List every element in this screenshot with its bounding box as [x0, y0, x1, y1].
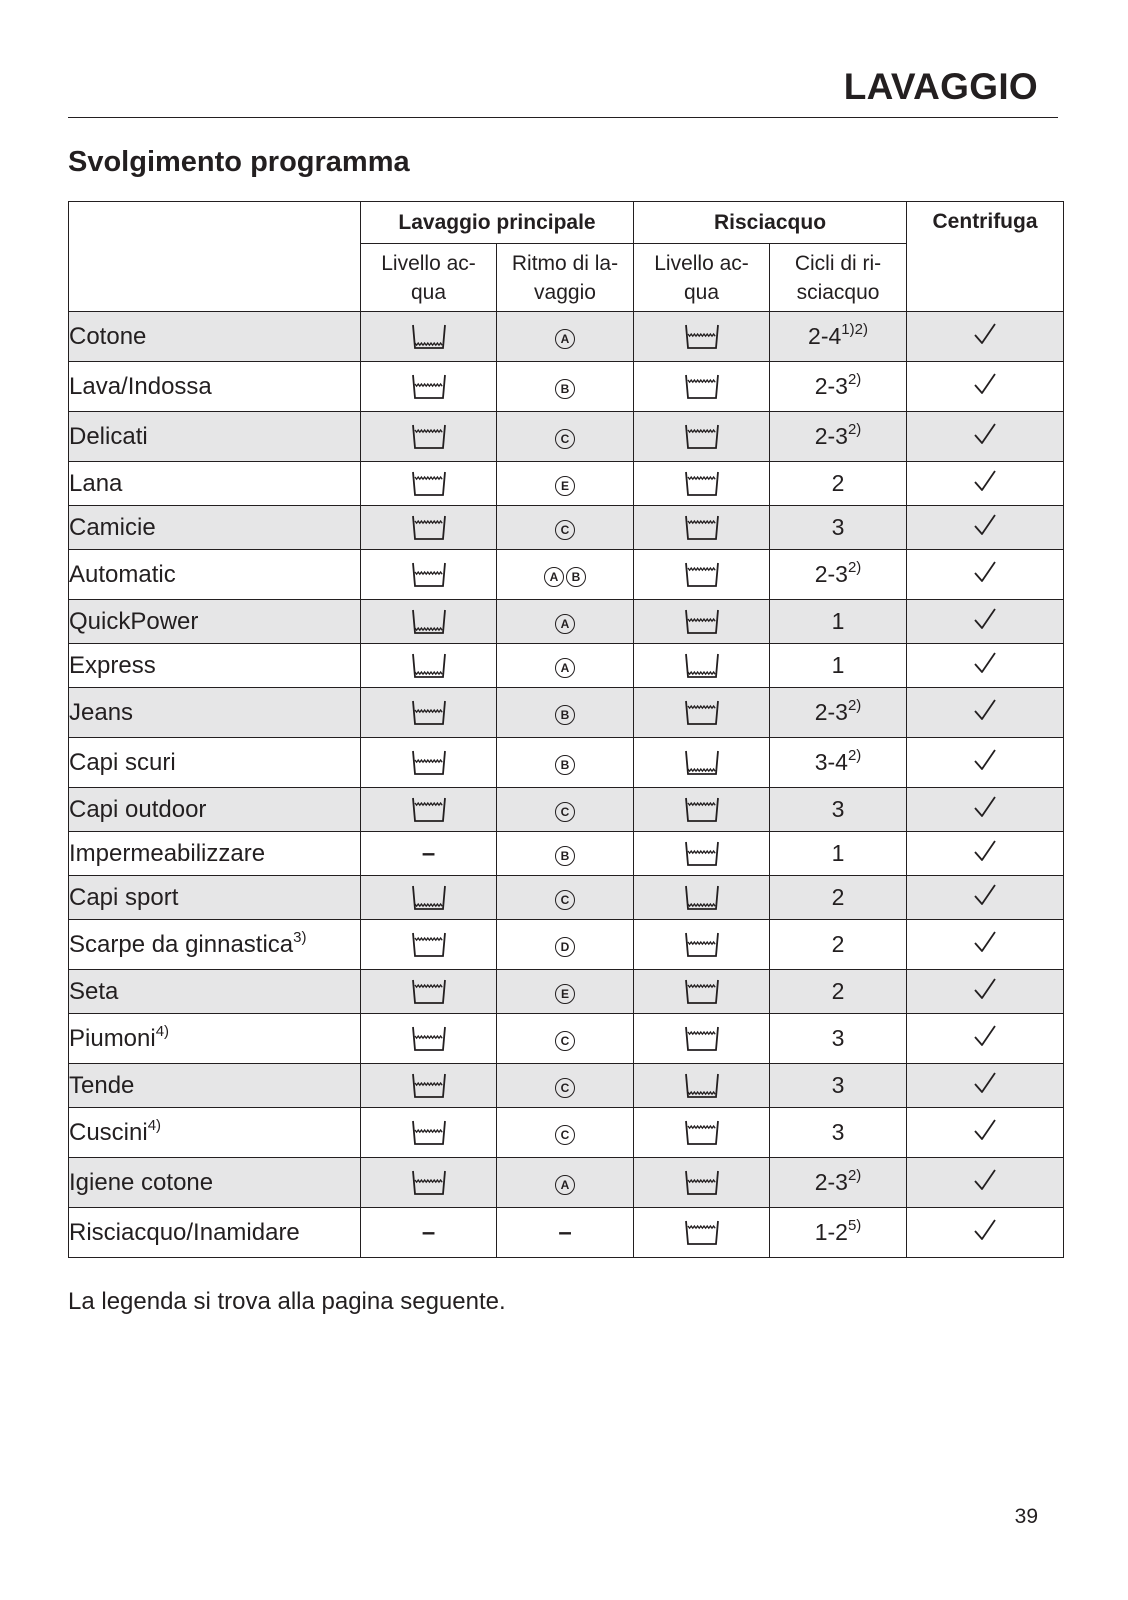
water-level-low-icon — [684, 653, 720, 679]
wash-rhythm — [497, 1158, 634, 1208]
rinse-water-level — [634, 738, 770, 788]
table-row — [69, 362, 1064, 412]
main-water-level — [361, 1108, 497, 1158]
water-level-high-icon — [684, 1220, 720, 1246]
program-name: Capi outdoor — [69, 788, 361, 832]
rhythm-b-icon: B — [555, 705, 575, 725]
spin — [907, 1158, 1064, 1208]
water-level-low-icon — [684, 1073, 720, 1099]
spin — [907, 688, 1064, 738]
main-water-level — [361, 600, 497, 644]
water-level-high-icon — [411, 932, 447, 958]
table-row — [69, 920, 1064, 970]
table-row — [69, 688, 1064, 738]
wash-rhythm — [497, 1064, 634, 1108]
table-row — [69, 970, 1064, 1014]
program-name: Piumoni$^{4)}$ — [69, 1014, 361, 1064]
wash-rhythm — [497, 832, 634, 876]
program-name: Impermeabilizzare — [69, 832, 361, 876]
water-level-high-icon — [411, 979, 447, 1005]
checkmark-icon — [973, 839, 997, 869]
checkmark-icon — [973, 1071, 997, 1101]
program-name: Risciacquo/Inamidare — [69, 1208, 361, 1258]
page-title: Svolgimento programma — [68, 146, 410, 178]
table-row — [69, 644, 1064, 688]
program-name: Capi scuri — [69, 738, 361, 788]
section-title: LAVAGGIO — [843, 66, 1038, 107]
water-level-high-icon — [684, 1026, 720, 1052]
checkmark-icon — [973, 930, 997, 960]
water-level-high-icon — [684, 797, 720, 823]
rinse-cycles: 2-3$^{2)}$ — [770, 688, 907, 738]
rhythm-a-icon: A — [555, 658, 575, 678]
spin — [907, 412, 1064, 462]
spin — [907, 832, 1064, 876]
main-water-level — [361, 688, 497, 738]
spin — [907, 1014, 1064, 1064]
wash-rhythm — [497, 362, 634, 412]
rinse-cycles: 2 — [770, 876, 907, 920]
table-row — [69, 550, 1064, 600]
spin-header: Centrifuga — [907, 202, 1064, 312]
main-wash-header: Lavaggio principale — [361, 202, 634, 244]
program-table — [68, 201, 1064, 1258]
spin — [907, 644, 1064, 688]
table-row — [69, 788, 1064, 832]
rinse-water-level — [634, 412, 770, 462]
table-row — [69, 412, 1064, 462]
water-level-medium-icon — [411, 700, 447, 726]
rinse-water-level — [634, 1208, 770, 1258]
wash-rhythm — [497, 738, 634, 788]
rhythm-c-icon: C — [555, 1078, 575, 1098]
table-row — [69, 876, 1064, 920]
main-water-level — [361, 644, 497, 688]
program-name: Cotone — [69, 312, 361, 362]
spin — [907, 312, 1064, 362]
main-water-level — [361, 876, 497, 920]
program-name: Tende — [69, 1064, 361, 1108]
rhythm-a-icon: A — [555, 1175, 575, 1195]
water-level-high-icon — [684, 979, 720, 1005]
water-level-low-icon — [684, 885, 720, 911]
table-row — [69, 462, 1064, 506]
program-name: Seta — [69, 970, 361, 1014]
water-level-high-icon — [684, 515, 720, 541]
checkmark-icon — [973, 513, 997, 543]
checkmark-icon — [973, 1218, 997, 1248]
checkmark-icon — [973, 977, 997, 1007]
water-level-low-icon — [411, 609, 447, 635]
rhythm-a-icon: A — [555, 614, 575, 634]
checkmark-icon — [973, 322, 997, 352]
rhythm-a-icon: A — [555, 329, 575, 349]
main-water-level — [361, 1158, 497, 1208]
water-level-high-icon — [411, 424, 447, 450]
water-level-high-icon — [684, 562, 720, 588]
rhythm-d-icon: D — [555, 937, 575, 957]
water-level-medium-icon — [411, 1073, 447, 1099]
water-level-medium-icon — [684, 324, 720, 350]
water-level-high-icon — [411, 471, 447, 497]
wash-rhythm — [497, 506, 634, 550]
rinse-cycles: 3 — [770, 1064, 907, 1108]
wash-rhythm — [497, 644, 634, 688]
water-level-high-icon — [684, 700, 720, 726]
rinse-cycles: 2-3$^{2)}$ — [770, 550, 907, 600]
water-level-medium-icon — [411, 374, 447, 400]
rinse-water-level — [634, 970, 770, 1014]
rinse-cycles: 1-2$^{5)}$ — [770, 1208, 907, 1258]
water-level-high-icon — [684, 374, 720, 400]
wash-rhythm — [497, 412, 634, 462]
spin — [907, 920, 1064, 970]
spin — [907, 600, 1064, 644]
program-name: Jeans — [69, 688, 361, 738]
program-name: Igiene cotone — [69, 1158, 361, 1208]
main-water-level — [361, 1064, 497, 1108]
wash-rhythm — [497, 1014, 634, 1064]
checkmark-icon — [973, 651, 997, 681]
rinse-cycles: 3 — [770, 506, 907, 550]
program-name: Automatic — [69, 550, 361, 600]
water-level-medium-icon — [411, 562, 447, 588]
wash-rhythm — [497, 788, 634, 832]
spin — [907, 876, 1064, 920]
checkmark-icon — [973, 560, 997, 590]
rhythm-b-icon: B — [566, 567, 586, 587]
water-level-medium-icon — [411, 1026, 447, 1052]
program-name: Scarpe da ginnastica$^{3)}$ — [69, 920, 361, 970]
water-level-medium-icon — [684, 609, 720, 635]
main-water-level — [361, 1014, 497, 1064]
rinse-water-level — [634, 312, 770, 362]
wash-rhythm — [497, 462, 634, 506]
main-water-level — [361, 738, 497, 788]
table-row — [69, 738, 1064, 788]
not-applicable-dash: – — [421, 1218, 436, 1246]
rinse-cycles: 2 — [770, 462, 907, 506]
water-level-low-icon — [411, 885, 447, 911]
rinse-cycles: 2 — [770, 970, 907, 1014]
table-row — [69, 1158, 1064, 1208]
water-level-medium-icon — [684, 932, 720, 958]
spin — [907, 1208, 1064, 1258]
program-name: Camicie — [69, 506, 361, 550]
table-row — [69, 312, 1064, 362]
table-row — [69, 832, 1064, 876]
rinse-cycles: 3 — [770, 1108, 907, 1158]
main-water-level — [361, 970, 497, 1014]
checkmark-icon — [973, 698, 997, 728]
rinse-water-level — [634, 832, 770, 876]
table-row — [69, 1064, 1064, 1108]
rhythm-c-icon: C — [555, 520, 575, 540]
spin — [907, 462, 1064, 506]
main-water-level — [361, 362, 497, 412]
not-applicable-dash: – — [421, 839, 436, 867]
water-level-medium-icon — [411, 1120, 447, 1146]
spin — [907, 506, 1064, 550]
wash-rhythm — [497, 550, 634, 600]
water-level-low-icon — [684, 750, 720, 776]
water-level-medium-icon — [411, 750, 447, 776]
water-level-medium-icon — [684, 1170, 720, 1196]
rhythm-b-icon: B — [555, 846, 575, 866]
wash-rhythm — [497, 970, 634, 1014]
rinse-cycles: 1 — [770, 832, 907, 876]
program-name: Delicati — [69, 412, 361, 462]
spin — [907, 550, 1064, 600]
rhythm-c-icon: C — [555, 802, 575, 822]
rhythm-b-icon: B — [555, 379, 575, 399]
rinse-water-level-header: Livello ac- qua — [634, 244, 770, 312]
water-level-low-icon — [411, 324, 447, 350]
program-name: Capi sport — [69, 876, 361, 920]
wash-rhythm — [497, 1208, 634, 1258]
main-water-level-header: Livello ac- qua — [361, 244, 497, 312]
checkmark-icon — [973, 1118, 997, 1148]
rhythm-c-icon: C — [555, 429, 575, 449]
rinse-water-level — [634, 644, 770, 688]
rinse-header: Risciacquo — [634, 202, 907, 244]
rinse-cycles: $2-4^{1)2)}$ — [770, 312, 907, 362]
rinse-water-level — [634, 788, 770, 832]
wash-rhythm — [497, 600, 634, 644]
table-row — [69, 600, 1064, 644]
main-water-level — [361, 1208, 497, 1258]
rhythm-c-icon: C — [555, 890, 575, 910]
rinse-cycles: 3-4$^{2)}$ — [770, 738, 907, 788]
spin — [907, 1064, 1064, 1108]
water-level-high-icon — [684, 471, 720, 497]
rinse-cycles: 2 — [770, 920, 907, 970]
not-applicable-dash: – — [558, 1218, 572, 1246]
rinse-cycles: 3 — [770, 788, 907, 832]
rinse-water-level — [634, 362, 770, 412]
rinse-cycles: 2-3$^{2)}$ — [770, 412, 907, 462]
table-row — [69, 1208, 1064, 1258]
wash-rhythm — [497, 688, 634, 738]
table-row — [69, 1014, 1064, 1064]
rhythm-c-icon: C — [555, 1031, 575, 1051]
rinse-water-level — [634, 550, 770, 600]
spin — [907, 362, 1064, 412]
program-name: Express — [69, 644, 361, 688]
rhythm-a-icon: A — [544, 567, 564, 587]
rhythm-c-icon: C — [555, 1125, 575, 1145]
main-water-level — [361, 832, 497, 876]
water-level-medium-icon — [411, 1170, 447, 1196]
program-name: Lava/Indossa — [69, 362, 361, 412]
wash-rhythm — [497, 876, 634, 920]
water-level-high-icon — [411, 515, 447, 541]
wash-rhythm — [497, 920, 634, 970]
rinse-cycles: 1 — [770, 644, 907, 688]
wash-rhythm — [497, 312, 634, 362]
rinse-water-level — [634, 1158, 770, 1208]
rinse-water-level — [634, 876, 770, 920]
rinse-water-level — [634, 1108, 770, 1158]
checkmark-icon — [973, 795, 997, 825]
checkmark-icon — [973, 469, 997, 499]
water-level-medium-icon — [684, 841, 720, 867]
main-wash-rhythm-header: Ritmo di la- vaggio — [497, 244, 634, 312]
table-row — [69, 1108, 1064, 1158]
rinse-cycles: 1 — [770, 600, 907, 644]
rinse-cycles: 2-3$^{2)}$ — [770, 362, 907, 412]
spin — [907, 788, 1064, 832]
rinse-water-level — [634, 688, 770, 738]
water-level-high-icon — [411, 797, 447, 823]
rinse-water-level — [634, 600, 770, 644]
checkmark-icon — [973, 748, 997, 778]
main-water-level — [361, 788, 497, 832]
main-water-level — [361, 312, 497, 362]
rinse-water-level — [634, 1014, 770, 1064]
checkmark-icon — [973, 372, 997, 402]
main-water-level — [361, 412, 497, 462]
main-water-level — [361, 462, 497, 506]
rinse-cycles: 2-3$^{2)}$ — [770, 1158, 907, 1208]
spin — [907, 1108, 1064, 1158]
rhythm-e-icon: E — [555, 476, 575, 496]
wash-rhythm — [497, 1108, 634, 1158]
checkmark-icon — [973, 1024, 997, 1054]
rinse-water-level — [634, 920, 770, 970]
page-number: 39 — [1014, 1505, 1038, 1528]
checkmark-icon — [973, 1168, 997, 1198]
rinse-cycles: 3 — [770, 1014, 907, 1064]
water-level-high-icon — [684, 424, 720, 450]
checkmark-icon — [973, 422, 997, 452]
rinse-water-level — [634, 462, 770, 506]
checkmark-icon — [973, 883, 997, 913]
program-name: Lana — [69, 462, 361, 506]
program-name: Cuscini$^{4)}$ — [69, 1108, 361, 1158]
main-water-level — [361, 550, 497, 600]
main-water-level — [361, 506, 497, 550]
checkmark-icon — [973, 607, 997, 637]
spin — [907, 738, 1064, 788]
rinse-cycles-header: Cicli di ri- sciacquo — [770, 244, 907, 312]
header-divider — [68, 117, 1058, 118]
program-name: QuickPower — [69, 600, 361, 644]
rhythm-b-icon: B — [555, 755, 575, 775]
program-column-header — [69, 202, 361, 312]
water-level-low-icon — [411, 653, 447, 679]
main-water-level — [361, 920, 497, 970]
legend-note: La legenda si trova alla pagina seguente. — [68, 1288, 506, 1315]
rinse-water-level — [634, 1064, 770, 1108]
rinse-water-level — [634, 506, 770, 550]
spin — [907, 970, 1064, 1014]
water-level-high-icon — [684, 1120, 720, 1146]
rhythm-e-icon: E — [555, 984, 575, 1004]
table-row — [69, 506, 1064, 550]
